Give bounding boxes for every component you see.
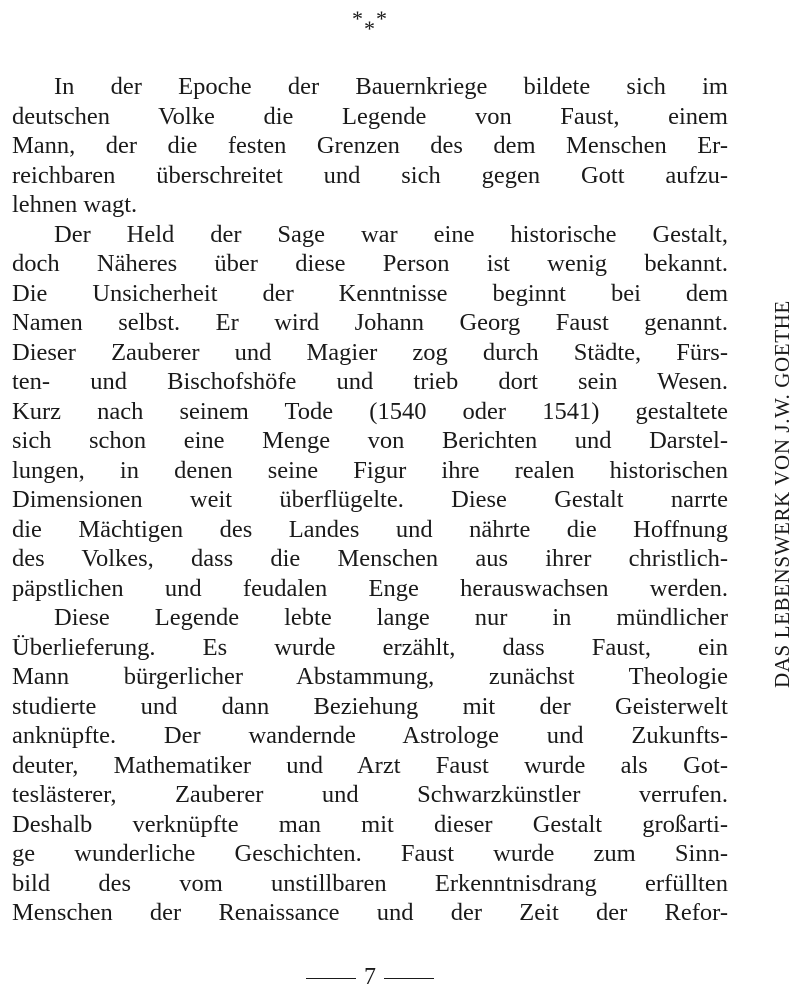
text-line: doch Näheres über diese Person ist wenig bekannt. <box>12 250 728 277</box>
paragraph <box>12 220 728 604</box>
running-head: DAS LEBENSWERK VON J.W. GOETHE <box>770 300 794 688</box>
text-line: deutschen Volke die Legende von Faust, einem <box>12 102 728 130</box>
text-line: Mann bürgerlicher Abstammung, zunächst Theologie <box>12 663 728 690</box>
text-line: Der Held der Sage war eine historische Gestalt, <box>54 220 728 248</box>
text-line: des Volkes, dass die Menschen aus ihrer christlich- <box>12 545 728 572</box>
text-line: Kurz nach seinem Tode (1540 oder 1541) gestaltete <box>12 397 728 425</box>
text-line: Dieser Zauberer und Magier zog durch Städte, Fürs- <box>12 338 728 366</box>
text-line: Diese Legende lebte lange nur in mündlicher <box>54 604 728 631</box>
text-line: teslästerer, Zauberer und Schwarzkünstler verrufen. <box>12 781 728 808</box>
paragraph <box>12 603 728 928</box>
text-line: Namen selbst. Er wird Johann Georg Faust genannt. <box>12 309 728 336</box>
text-line: studierte und dann Beziehung mit der Geisterwelt <box>12 692 728 720</box>
text-line: Mann, der die festen Grenzen des dem Menschen Er- <box>12 132 728 159</box>
page-footer <box>0 962 740 992</box>
text-line: anknüpfte. Der wandernde Astrologe und Zukunfts- <box>12 722 728 749</box>
paragraph <box>12 72 728 220</box>
ornament-star-right: * <box>376 6 388 31</box>
text-line: deuter, Mathematiker und Arzt Faust wurde als Got- <box>12 751 728 779</box>
text-line: Deshalb verknüpfte man mit dieser Gestalt großarti- <box>12 810 728 838</box>
ornament-star-mid: * <box>364 16 376 41</box>
text-line: lehnen wagt. <box>12 191 138 218</box>
page-number: 7 <box>364 964 376 990</box>
folio-rule-left <box>306 978 356 979</box>
text-line: sich schon eine Menge von Berichten und Darstel- <box>12 427 728 454</box>
ornament-star-left: * <box>352 6 364 31</box>
folio-rule-right <box>384 978 434 979</box>
text-line: bild des vom unstillbaren Erkenntnisdrang erfüllten <box>12 869 728 897</box>
section-ornament <box>0 6 740 41</box>
body-text <box>12 72 728 928</box>
text-line: Überlieferung. Es wurde erzählt, dass Faust, ein <box>12 633 728 661</box>
text-line: päpstlichen und feudalen Enge herauswachsen werden. <box>12 574 728 602</box>
text-line: Die Unsicherheit der Kenntnisse beginnt bei dem <box>12 279 728 307</box>
text-line: ten- und Bischofshöfe und trieb dort sein Wesen. <box>12 368 728 395</box>
text-line: Menschen der Renaissance und der Zeit der Refor- <box>12 899 728 926</box>
text-line: lungen, in denen seine Figur ihre realen historischen <box>12 456 728 484</box>
text-line: ge wunderliche Geschichten. Faust wurde zum Sinn- <box>12 840 728 867</box>
text-line: reichbaren überschreitet und sich gegen Gott aufzu- <box>12 161 728 189</box>
text-line: die Mächtigen des Landes und nährte die Hoffnung <box>12 515 728 543</box>
text-line: In der Epoche der Bauernkriege bildete sich im <box>54 73 728 100</box>
text-line: Dimensionen weit überflügelte. Diese Gestalt narrte <box>12 486 728 513</box>
